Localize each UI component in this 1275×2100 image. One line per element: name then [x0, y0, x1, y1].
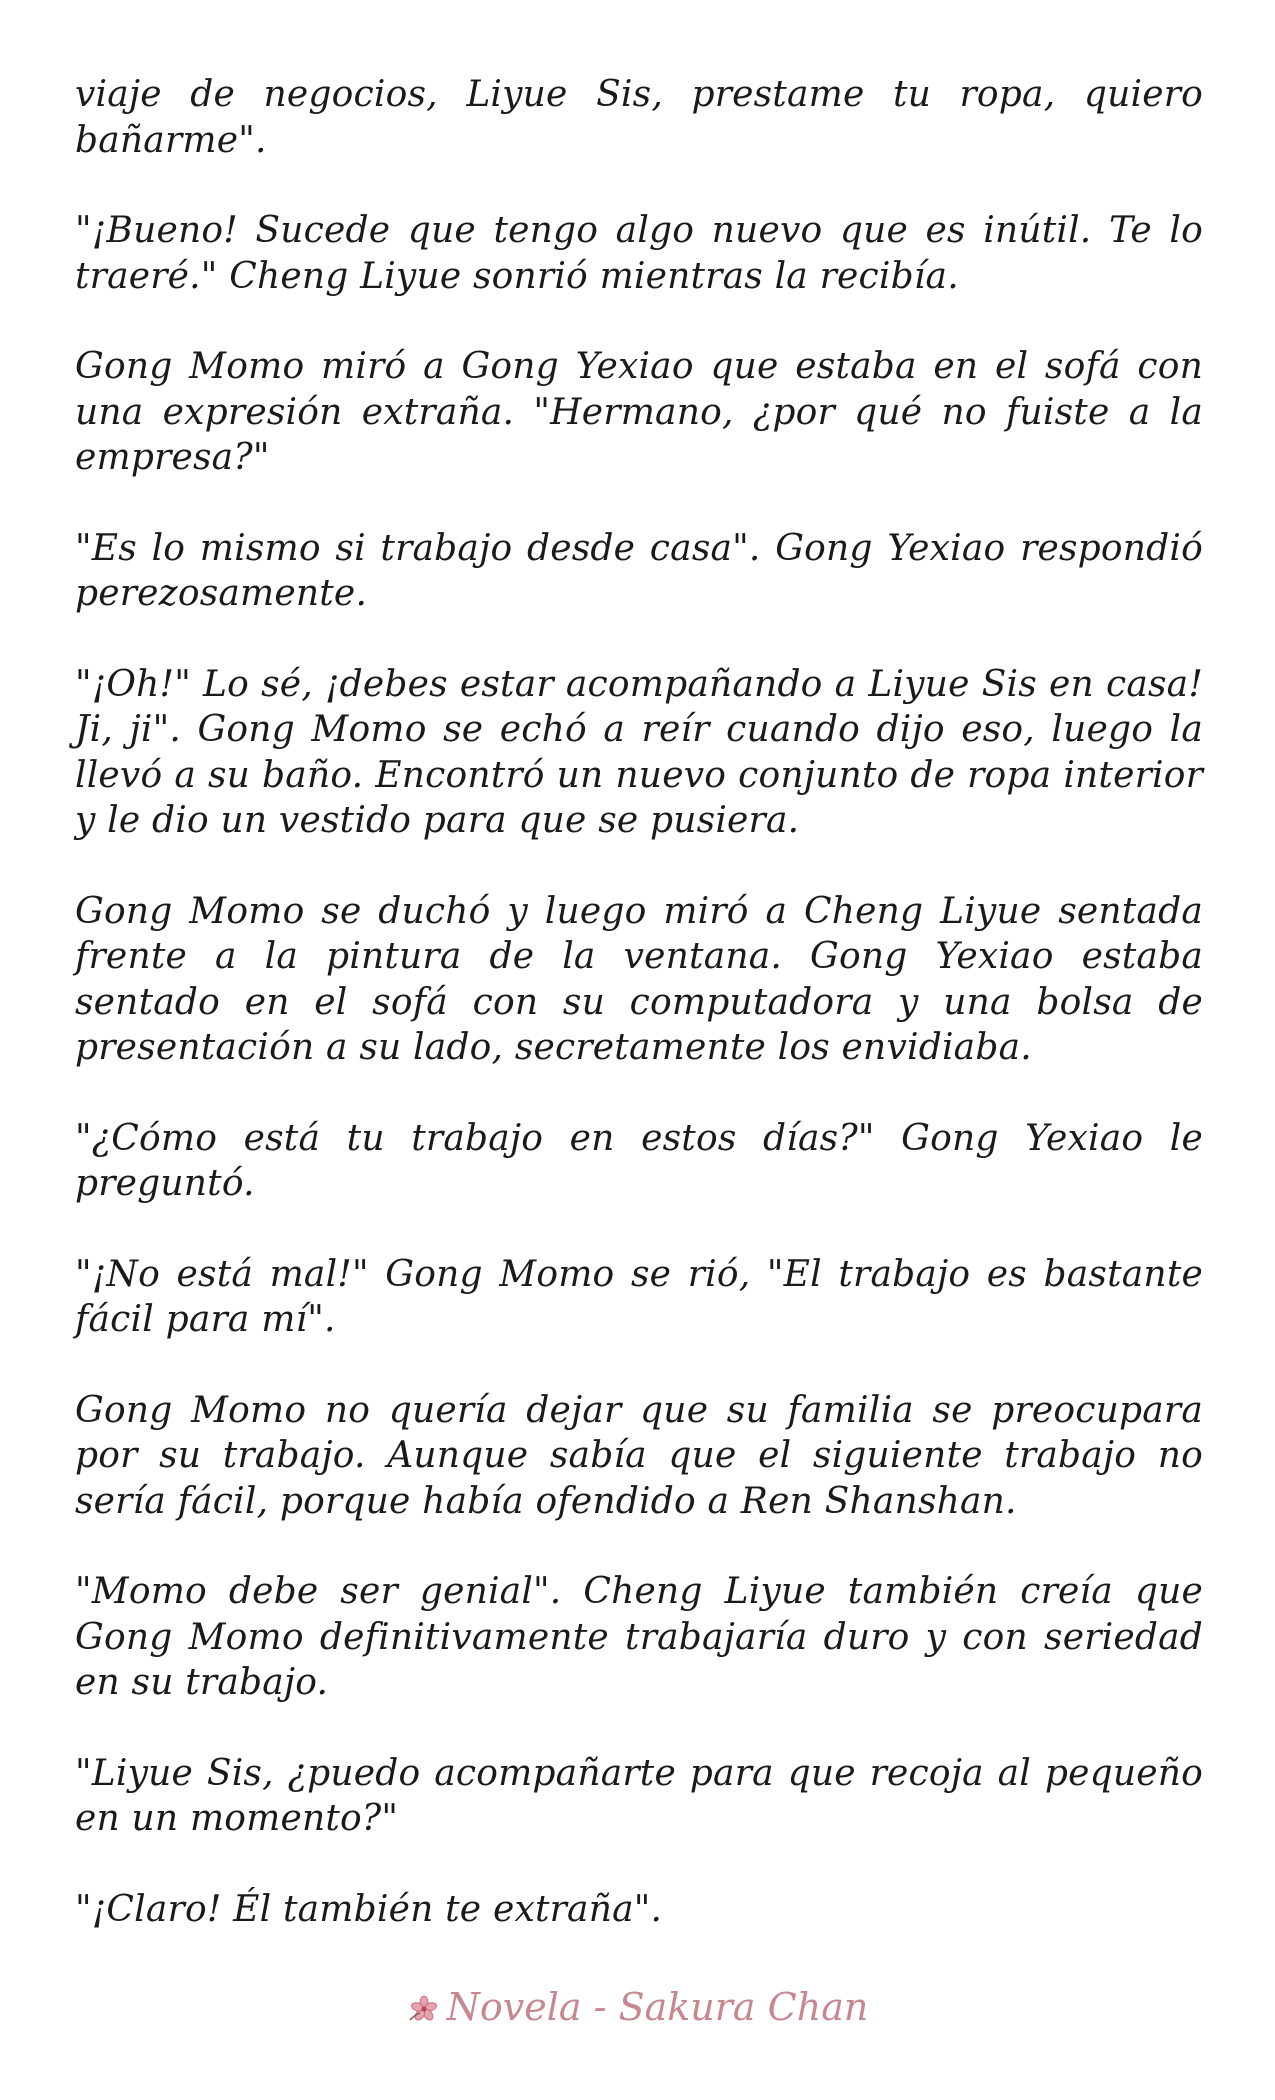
paragraph: "¡Claro! Él también te extraña". [75, 1888, 663, 1930]
paragraph: "Es lo mismo si trabajo desde casa". Gong Yexiao respondió perezosamente. [75, 527, 1203, 614]
paragraph: "¿Cómo está tu trabajo en estos días?" Gong Yexiao le preguntó. [75, 1117, 1203, 1204]
paragraph: "¡Bueno! Sucede que tengo algo nuevo que es inútil. Te lo traeré." Cheng Liyue sonrió mientras la recibía. [75, 210, 1203, 297]
watermark-footer [0, 1985, 1275, 2033]
paragraph: Gong Momo no quería dejar que su familia se preocupara por su trabajo. Aunque sabía que el siguiente trabajo no sería fácil, porque había ofendido a Ren Shanshan. [75, 1389, 1203, 1522]
paragraph: "Momo debe ser genial". Cheng Liyue también creía que Gong Momo definitivamente trabajaría duro y con seriedad en su trabajo. [75, 1571, 1203, 1703]
paragraph: Gong Momo miró a Gong Yexiao que estaba en el sofá con una expresión extraña. "Hermano, ¿por qué no fuiste a la empresa?" [75, 346, 1203, 478]
paragraph: Gong Momo se duchó y luego miró a Cheng Liyue sentada frente a la pintura de la ventana. Gong Yexiao estaba sentado en el sofá con su computadora y una bolsa de presentación a su lado, secretamente los envidiaba. [75, 890, 1203, 1068]
paragraph: "Liyue Sis, ¿puedo acompañarte para que recoja al pequeño en un momento?" [75, 1752, 1203, 1839]
watermark-text: Novela - Sakura Chan [446, 1985, 869, 2029]
sakura-flower-icon [407, 1989, 441, 2033]
document-body [75, 72, 1203, 1977]
paragraph: viaje de negocios, Liyue Sis, prestame tu ropa, quiero bañarme". [75, 74, 1203, 161]
paragraph: "¡No está mal!" Gong Momo se rió, "El trabajo es bastante fácil para mí". [75, 1253, 1203, 1340]
paragraph: "¡Oh!" Lo sé, ¡debes estar acompañando a Liyue Sis en casa! Ji, ji". Gong Momo se echó a reír cuando dijo eso, luego la llevó a su baño. Encontró un nuevo conjunto de ropa interior y le dio un vestido para que se pusiera. [75, 663, 1203, 841]
